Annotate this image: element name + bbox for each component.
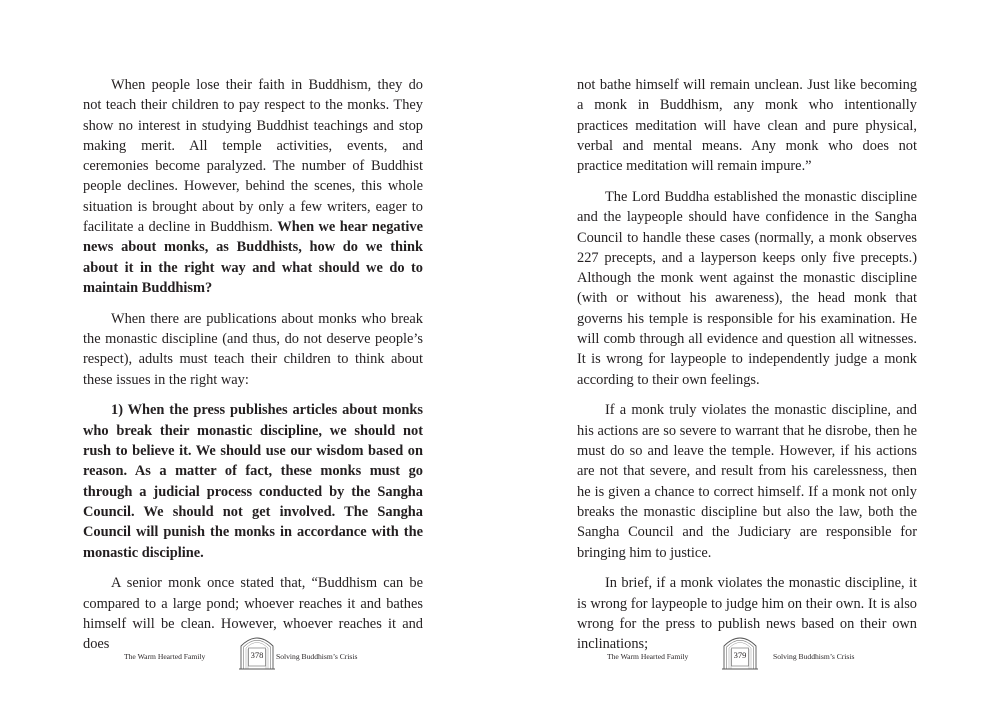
- page-number: 379: [733, 650, 747, 660]
- paragraph: [577, 75, 917, 176]
- chapter-title: Solving Buddhism’s Crisis: [773, 652, 855, 661]
- paragraph-text: The Lord Buddha established the monastic discipline and the laypeople should have confidence in the Sangha Council to handle these cases (normally, a monk observes 227 precepts, and a layperson keeps only five precepts.) Although the monk went against the monastic discipline (with or without his awareness), the head monk that governs his temple is responsible for his examination. He will comb through all evidence and question all witnesses. It is wrong for laypeople to independently judge a monk according to their own feelings.: [577, 188, 917, 388]
- left-page-text: [83, 75, 423, 665]
- page-footer: [500, 632, 1000, 672]
- paragraph-bold-text: 1) When the press publishes articles about monks who break their monastic discipline, we should not rush to believe it. We should use our wisdom based on reason. As a matter of fact, these monks must go through a judicial process conducted by the Sangha Council. We should not get involved. The Sangha Council will punish the monks in accordance with the monastic discipline.: [83, 402, 423, 561]
- paragraph-text: not bathe himself will remain unclean. Just like becoming a monk in Buddhism, any monk who intentionally practices meditation will have clean and pure physical, verbal and mental means. Any monk who does not practice meditation will remain impure.”: [577, 77, 917, 175]
- paragraph-text: When there are publications about monks who break the monastic discipline (and thus, do not deserve people’s respect), adults must teach their children to think about these issues in the right way:: [83, 310, 423, 388]
- paragraph-text: If a monk truly violates the monastic discipline, and his actions are so severe to warrant that he disrobe, then he must do so and leave the temple. However, if his actions are not that severe, and result from his carelessness, then he is given a chance to correct himself. If a monk not only breaks the monastic discipline but also the law, both the Sangha Council and the Judiciary are responsible for bringing him to justice.: [577, 402, 917, 561]
- temple-gate-icon: [239, 632, 275, 670]
- paragraph: [83, 75, 423, 298]
- page-footer: [0, 632, 500, 672]
- page-number: 378: [250, 650, 264, 660]
- paragraph-text: In brief, if a monk violates the monastic discipline, it is wrong for laypeople to judge him on their own. It is also wrong for the press to publish news based on their own inclinations;: [577, 575, 917, 653]
- paragraph: [83, 309, 423, 390]
- temple-gate-icon: [722, 632, 758, 670]
- paragraph: [577, 400, 917, 562]
- book-title: The Warm Hearted Family: [607, 652, 689, 661]
- right-page: [500, 0, 1000, 707]
- paragraph: [83, 400, 423, 562]
- book-title: The Warm Hearted Family: [124, 652, 206, 661]
- paragraph-text: A senior monk once stated that, “Buddhism can be compared to a large pond; whoever reaches it and bathes himself will be clean. However, whoever reaches it and does: [83, 575, 423, 653]
- chapter-title: Solving Buddhism’s Crisis: [276, 652, 358, 661]
- paragraph: [577, 187, 917, 390]
- paragraph-bold-text: When we hear negative news about monks, as Buddhists, how do we think about it in the right way and what should we do to maintain Buddhism?: [83, 219, 423, 296]
- paragraph-text: When people lose their faith in Buddhism, they do not teach their children to pay respect to the monks. They show no interest in studying Buddhist teachings and stop making merit. All temple activities, events, and ceremonies become paralyzed. The number of Buddhist people declines. However, behind the scenes, this whole situation is brought about by only a few writers, eager to facilitate a decline in Buddhism.: [83, 77, 423, 236]
- right-page-text: [577, 75, 917, 665]
